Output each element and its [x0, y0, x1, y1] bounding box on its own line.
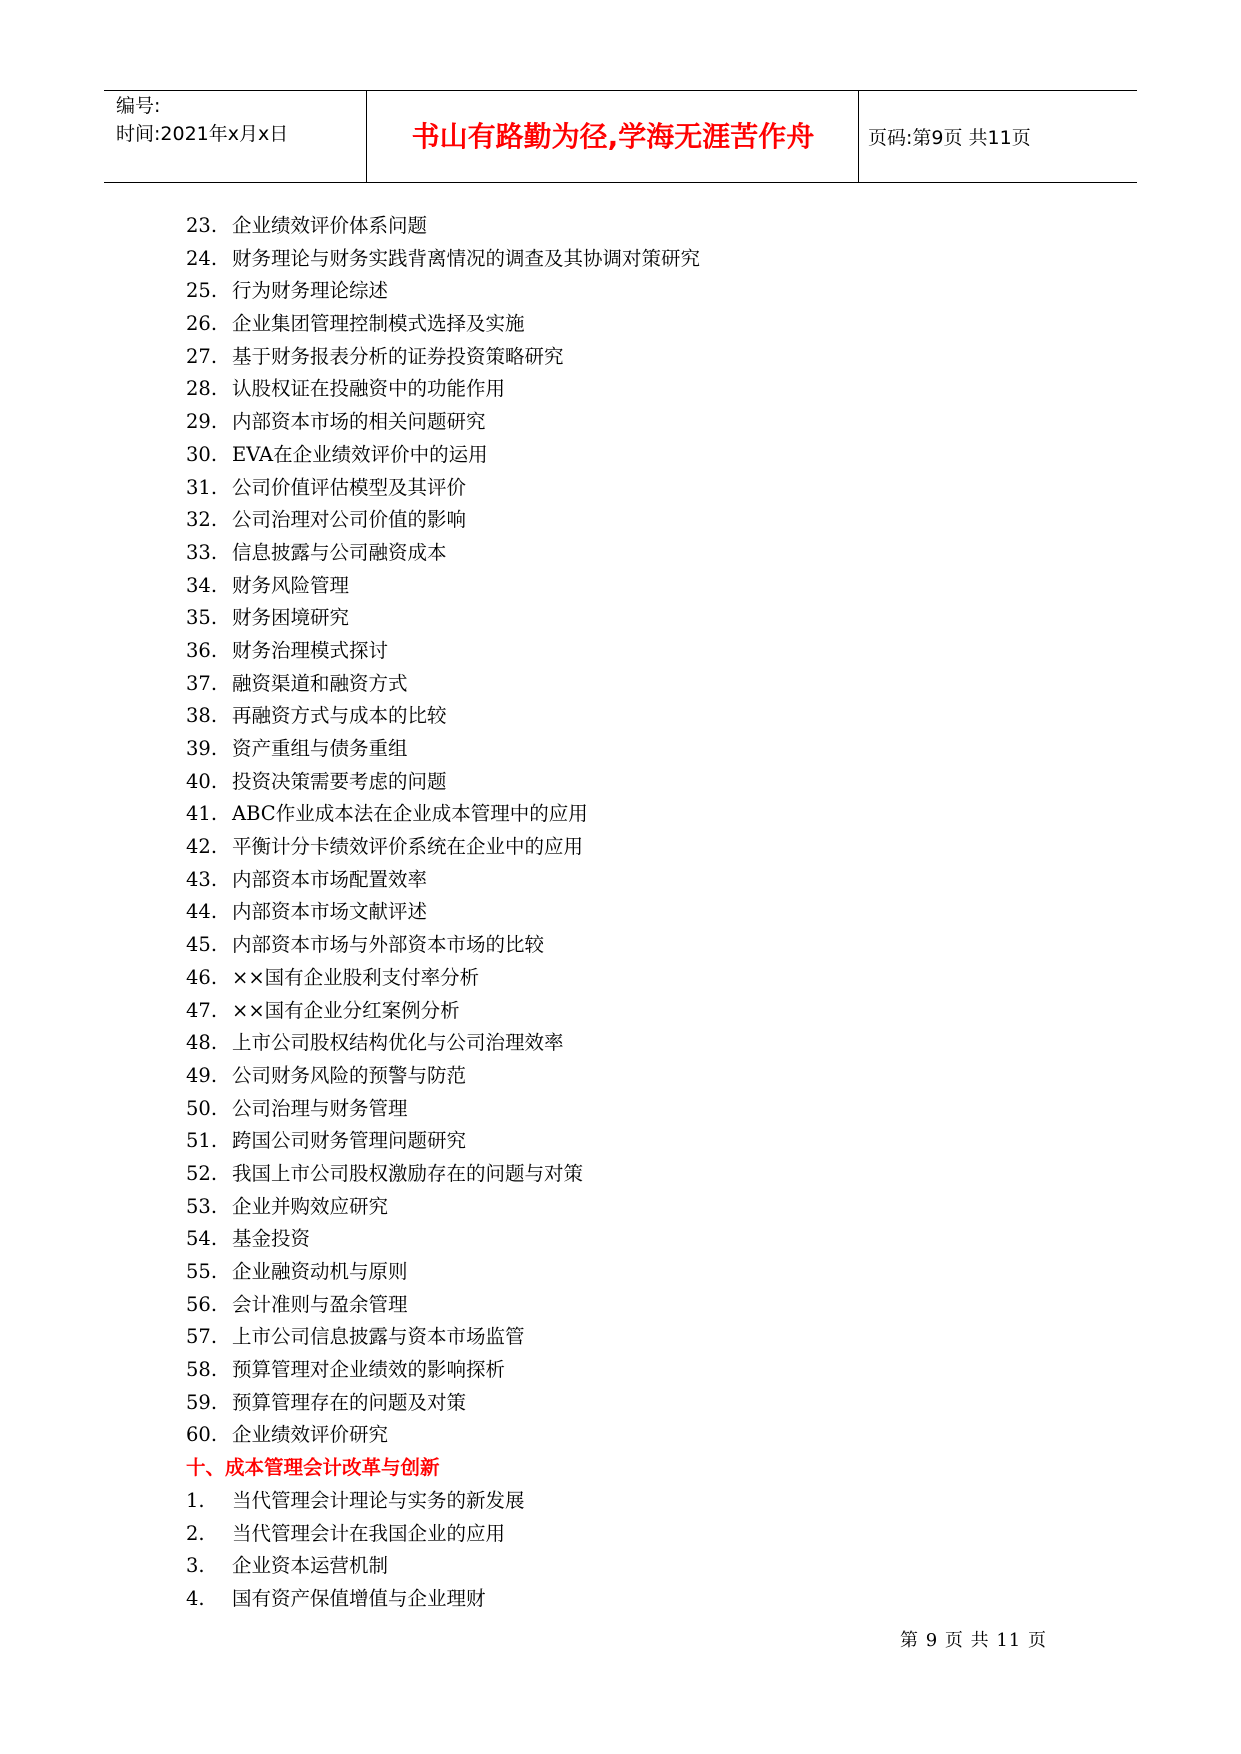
header-meta: [116, 92, 288, 148]
item-number: 47.: [186, 998, 218, 1022]
item-number: 50.: [186, 1096, 218, 1120]
item-number: 44.: [186, 900, 218, 924]
item-number: 60.: [186, 1423, 218, 1447]
list-item: [186, 700, 700, 733]
list-item: [186, 733, 700, 766]
list-item: [186, 602, 700, 635]
item-number: 41.: [186, 802, 218, 826]
item-text: 财务困境研究: [232, 606, 350, 630]
list-item: [186, 831, 700, 864]
item-number: 2.: [186, 1521, 205, 1545]
item-text: 企业绩效评价体系问题: [232, 214, 428, 237]
list-item: [186, 1289, 700, 1322]
item-text: 认股权证在投融资中的功能作用: [232, 377, 506, 401]
item-text: 融资渠道和融资方式: [232, 671, 408, 695]
list-item: [186, 1419, 700, 1452]
item-text: 跨国公司财务管理问题研究: [232, 1129, 467, 1153]
item-number: 27.: [186, 344, 218, 368]
item-text: EVA在企业绩效评价中的运用: [232, 442, 488, 466]
topic-list: [186, 210, 700, 1616]
item-text: 财务理论与财务实践背离情况的调查及其协调对策研究: [232, 246, 701, 270]
item-number: 52.: [186, 1161, 218, 1185]
item-number: 30.: [186, 442, 218, 466]
item-number: 48.: [186, 1031, 218, 1055]
item-text: 内部资本市场文献评述: [232, 900, 428, 924]
footer-page-number: 第 9 页 共 11 页: [900, 1630, 1047, 1651]
item-text: ABC作业成本法在企业成本管理中的应用: [232, 802, 588, 826]
item-number: 51.: [186, 1129, 218, 1153]
header-bottom-rule: [104, 182, 1137, 183]
item-text: 财务风险管理: [232, 573, 350, 597]
item-text: 内部资本市场配置效率: [232, 867, 428, 891]
list-item: [186, 635, 700, 668]
document-time-label: 时间:2021年x月x日: [116, 123, 289, 145]
item-text: 企业资本运营机制: [232, 1554, 389, 1578]
item-number: 34.: [186, 573, 218, 597]
item-text: 企业集团管理控制模式选择及实施: [232, 312, 525, 336]
item-text: 行为财务理论综述: [232, 279, 389, 303]
list-item: [186, 1354, 700, 1387]
list-item: [186, 1125, 700, 1158]
item-number: 59.: [186, 1390, 218, 1414]
list-item: [186, 1550, 700, 1583]
item-text: 上市公司信息披露与资本市场监管: [232, 1325, 525, 1349]
item-text: 当代管理会计在我国企业的应用: [232, 1521, 506, 1545]
list-item: [186, 1321, 700, 1354]
item-text: 我国上市公司股权激励存在的问题与对策: [232, 1161, 584, 1185]
item-text: 预算管理存在的问题及对策: [232, 1390, 467, 1414]
item-number: 53.: [186, 1194, 218, 1218]
item-number: 36.: [186, 638, 218, 662]
item-text: 国有资产保值增值与企业理财: [232, 1586, 486, 1610]
section-heading: 十、成本管理会计改革与创新: [186, 1456, 440, 1480]
header-divider-left: [366, 90, 367, 182]
header-divider-right: [858, 90, 859, 182]
item-number: 26.: [186, 312, 218, 336]
item-number: 58.: [186, 1358, 218, 1382]
list-item: [186, 210, 700, 243]
item-text: 公司财务风险的预警与防范: [232, 1063, 467, 1087]
list-item: [186, 1191, 700, 1224]
item-text: 会计准则与盈余管理: [232, 1292, 408, 1316]
item-number: 25.: [186, 279, 218, 303]
item-number: 28.: [186, 377, 218, 401]
list-item: [186, 766, 700, 799]
item-number: 46.: [186, 965, 218, 989]
item-text: 企业并购效应研究: [232, 1194, 389, 1218]
list-item: [186, 1256, 700, 1289]
item-text: 财务治理模式探讨: [232, 638, 389, 662]
item-text: 信息披露与公司融资成本: [232, 540, 447, 564]
list-item: [186, 341, 700, 374]
item-number: 42.: [186, 835, 218, 859]
list-item: [186, 1485, 700, 1518]
item-number: 38.: [186, 704, 218, 728]
item-number: 39.: [186, 737, 218, 760]
list-item: [186, 668, 700, 701]
item-text: 基于财务报表分析的证券投资策略研究: [232, 344, 564, 368]
item-number: 23.: [186, 214, 218, 237]
list-item: [186, 1518, 700, 1551]
item-text: 资产重组与债务重组: [232, 737, 408, 760]
list-item: [186, 504, 700, 537]
item-number: 31.: [186, 475, 218, 499]
item-number: 1.: [186, 1488, 205, 1512]
list-item: [186, 798, 700, 831]
item-number: 45.: [186, 933, 218, 957]
list-item: [186, 896, 700, 929]
item-number: 40.: [186, 769, 218, 793]
document-number-label: 编号:: [116, 95, 161, 117]
list-item: [186, 308, 700, 341]
item-text: 企业绩效评价研究: [232, 1423, 389, 1447]
list-item: [186, 1027, 700, 1060]
item-number: 4.: [186, 1586, 205, 1610]
item-text: 内部资本市场与外部资本市场的比较: [232, 933, 545, 957]
item-text: 当代管理会计理论与实务的新发展: [232, 1488, 525, 1512]
list-item: [186, 995, 700, 1028]
list-item: [186, 962, 700, 995]
item-text: 再融资方式与成本的比较: [232, 704, 447, 728]
header-motto: 书山有路勤为径,学海无涯苦作舟: [411, 120, 815, 153]
item-number: 35.: [186, 606, 218, 630]
item-text: 投资决策需要考虑的问题: [232, 769, 447, 793]
item-text: 预算管理对企业绩效的影响探析: [232, 1358, 506, 1382]
list-item: [186, 472, 700, 505]
header-top-rule: [104, 90, 1137, 91]
list-item: [186, 864, 700, 897]
list-item: [186, 1223, 700, 1256]
item-number: 33.: [186, 540, 218, 564]
item-text: 内部资本市场的相关问题研究: [232, 410, 486, 434]
item-number: 54.: [186, 1227, 218, 1251]
list-item: [186, 243, 700, 276]
item-number: 3.: [186, 1554, 205, 1578]
list-item: [186, 929, 700, 962]
item-text: 上市公司股权结构优化与公司治理效率: [232, 1031, 564, 1055]
item-text: ××国有企业股利支付率分析: [232, 965, 480, 989]
list-item: [186, 275, 700, 308]
item-text: 公司治理与财务管理: [232, 1096, 408, 1120]
list-item: [186, 373, 700, 406]
list-item: [186, 1583, 700, 1616]
item-number: 57.: [186, 1325, 218, 1349]
item-text: 公司价值评估模型及其评价: [232, 475, 467, 499]
item-number: 29.: [186, 410, 218, 434]
item-number: 37.: [186, 671, 218, 695]
item-number: 55.: [186, 1260, 218, 1283]
list-item: [186, 1158, 700, 1191]
header-page-info: 页码:第9页 共11页: [868, 127, 1031, 149]
list-item: [186, 439, 700, 472]
item-text: 基金投资: [232, 1227, 311, 1251]
list-item: [186, 570, 700, 603]
list-item: [186, 1093, 700, 1126]
item-text: ××国有企业分红案例分析: [232, 998, 460, 1022]
item-text: 公司治理对公司价值的影响: [232, 508, 467, 532]
list-item: [186, 1060, 700, 1093]
item-number: 56.: [186, 1292, 218, 1316]
item-number: 32.: [186, 508, 218, 532]
item-number: 24.: [186, 246, 218, 270]
list-item: [186, 1387, 700, 1420]
item-number: 43.: [186, 867, 218, 891]
item-text: 平衡计分卡绩效评价系统在企业中的应用: [232, 835, 584, 859]
list-item: [186, 537, 700, 570]
list-item: [186, 406, 700, 439]
item-number: 49.: [186, 1063, 218, 1087]
item-text: 企业融资动机与原则: [232, 1260, 408, 1283]
